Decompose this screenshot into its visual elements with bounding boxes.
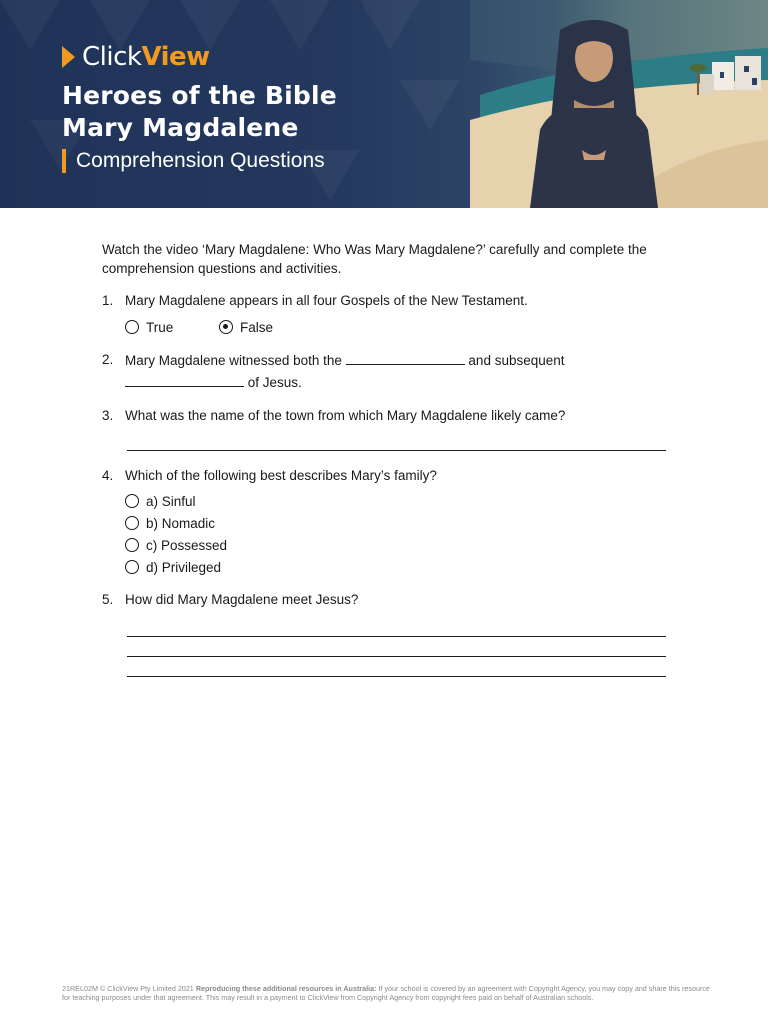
answer-line[interactable] bbox=[127, 676, 666, 677]
question-3 bbox=[102, 406, 668, 425]
option-b[interactable] bbox=[125, 512, 668, 534]
question-text: What was the name of the town from which Mary Magdalene likely came? bbox=[125, 408, 566, 423]
option-label: d) Privileged bbox=[146, 559, 222, 575]
question-text-part: and subsequent bbox=[468, 353, 565, 368]
question-2 bbox=[102, 350, 668, 394]
header-banner bbox=[0, 0, 768, 208]
footer-text: If your school is covered by an agreement with Copyright Agency, you may copy and share this resource for teaching purposes under that agreement. This may result in a payment to ClickView from Copyright Agency from copyright fees paid on behalf of Australian schools. bbox=[62, 984, 710, 1002]
radio-unselected-icon[interactable] bbox=[125, 516, 139, 530]
question-5 bbox=[102, 590, 668, 609]
answer-line[interactable] bbox=[127, 450, 666, 451]
option-label: False bbox=[240, 319, 274, 335]
subtitle bbox=[62, 149, 325, 173]
question-text: Mary Magdalene appears in all four Gospels of the New Testament. bbox=[125, 293, 528, 308]
answer-line[interactable] bbox=[127, 636, 666, 637]
question-text: How did Mary Magdalene meet Jesus? bbox=[125, 592, 359, 607]
question-number: 4. bbox=[102, 468, 114, 483]
subtitle-accent-bar bbox=[62, 149, 66, 173]
brand-suffix: View bbox=[141, 42, 210, 72]
option-label: a) Sinful bbox=[146, 493, 196, 509]
question-4 bbox=[102, 466, 668, 578]
question-number: 5. bbox=[102, 592, 114, 607]
option-label: True bbox=[146, 319, 174, 335]
option-d[interactable] bbox=[125, 556, 668, 578]
radio-unselected-icon[interactable] bbox=[125, 538, 139, 552]
question-text: Which of the following best describes Mary’s family? bbox=[125, 468, 437, 483]
option-true[interactable] bbox=[125, 316, 219, 338]
question-text-part: Mary Magdalene witnessed both the bbox=[125, 353, 342, 368]
worksheet-content bbox=[102, 240, 668, 677]
radio-unselected-icon[interactable] bbox=[125, 560, 139, 574]
title-series: Heroes of the Bible bbox=[62, 81, 337, 110]
intro-text: Watch the video ‘Mary Magdalene: Who Was Mary Magdalene?’ carefully and complete the comprehension questions and activities. bbox=[102, 242, 647, 276]
footer-code: 21REL02M © ClickView Pty Limited 2021 bbox=[62, 984, 194, 993]
true-false-options bbox=[125, 316, 668, 338]
title-topic: Mary Magdalene bbox=[62, 113, 299, 142]
radio-unselected-icon[interactable] bbox=[125, 494, 139, 508]
option-c[interactable] bbox=[125, 534, 668, 556]
option-false[interactable] bbox=[219, 316, 313, 338]
brand-prefix: Click bbox=[82, 42, 142, 72]
question-number: 3. bbox=[102, 408, 114, 423]
question-number: 2. bbox=[102, 352, 114, 367]
question-1 bbox=[102, 291, 668, 338]
subtitle-text: Comprehension Questions bbox=[76, 149, 325, 172]
footer-bold: Reproducing these additional resources in Australia: bbox=[195, 984, 377, 993]
question-number: 1. bbox=[102, 293, 114, 308]
clickview-logo bbox=[62, 42, 210, 72]
option-a[interactable] bbox=[125, 490, 668, 512]
radio-selected-icon[interactable] bbox=[219, 320, 233, 334]
fill-in-blank[interactable] bbox=[125, 373, 244, 387]
copyright-footer bbox=[62, 984, 712, 1002]
multiple-choice-options bbox=[125, 490, 668, 578]
play-icon bbox=[62, 46, 75, 68]
option-label: c) Possessed bbox=[146, 537, 228, 553]
answer-line[interactable] bbox=[127, 656, 666, 657]
question-text-part: of Jesus. bbox=[247, 375, 302, 390]
option-label: b) Nomadic bbox=[146, 515, 216, 531]
radio-unselected-icon[interactable] bbox=[125, 320, 139, 334]
fill-in-blank[interactable] bbox=[346, 351, 465, 365]
